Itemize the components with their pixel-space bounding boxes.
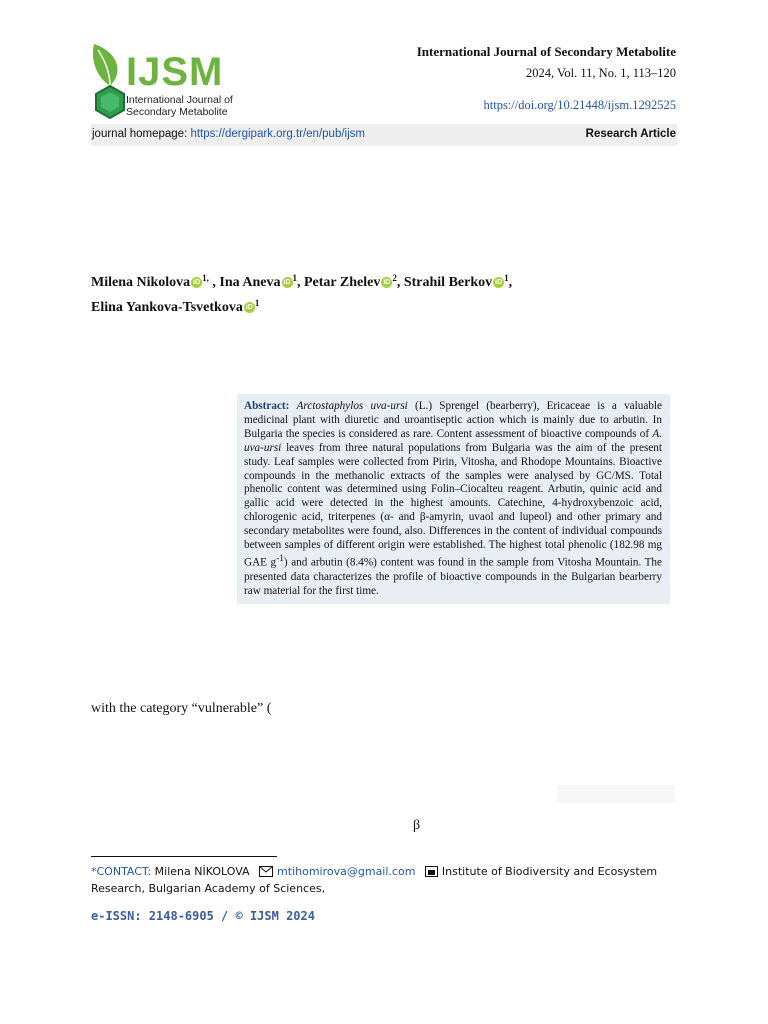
author-separator: , — [208, 275, 220, 290]
orcid-icon[interactable]: iD — [495, 279, 503, 286]
body-text-fragment: with the category “vulnerable” ( — [91, 701, 272, 716]
abstract-text: leaves from three natural populations from Bulgaria was the aim of the present study. Leaf samples were collected from Pirin, Vitosha, and Rhodope Mountains. Bioactive compounds in the methanolic extracts of the samples were analysed by GC/MS. Total phenolic content was determined using Folin–Ciocalteu reagent. Arbutin, quinic acid and gallic acid were detected in the highest amounts. Catechine, 4-hydroxybenzoic acid, chlorogenic acid, triterpenes (α- and β-amyrin, uvaol and lupeol) and other primary and secondary metabolites were found, also. Differences in the content of individual compounds between samples of different origin were established. The highest total phenolic (182.98 mg GAE g — [244, 441, 662, 569]
contact-label: *CONTACT: — [91, 865, 152, 878]
logo-subtitle — [126, 94, 233, 118]
faint-placeholder — [557, 785, 675, 803]
author-affiliation: 1 — [292, 273, 297, 283]
author-name: Petar Zhelev — [304, 275, 381, 290]
abstract-text: (L.) Sprengel (bearberry), Ericaceae is a valuable medicinal plant with diuretic and uroantiseptic action which is mainly due to arbutin. In Bulgaria the species is considered as rare. Content assessment of bioactive compounds of — [244, 400, 662, 440]
envelope-icon — [259, 866, 273, 877]
author-separator: , — [396, 275, 404, 290]
author-list — [91, 268, 691, 318]
author-separator: , — [508, 275, 513, 290]
author-separator: , — [297, 275, 304, 290]
contact-footnote — [91, 863, 681, 897]
footnote-rule — [91, 856, 277, 857]
orcid-icon[interactable]: iD — [383, 279, 391, 286]
species-short-name: A. uva-ursi — [244, 427, 662, 454]
species-name: Arctostaphylos uva-ursi — [296, 400, 408, 412]
contact-name: Milena NİKOLOVA — [151, 865, 250, 878]
journal-volume: 2024, Vol. 11, No. 1, 113–120 — [525, 66, 676, 80]
author-name: Elina Yankova-Tsvetkova — [91, 300, 243, 315]
homepage-link[interactable]: https://dergipark.org.tr/en/pub/ijsm — [190, 128, 365, 140]
author-affiliation: 2 — [392, 273, 397, 283]
author-affiliation: 1, — [202, 273, 209, 283]
contact-institution: Institute of Biodiversity and Ecosystem Research, Bulgarian Academy of Sciences, — [91, 865, 658, 895]
author-name: Ina Aneva — [219, 275, 281, 290]
beta-symbol: β — [413, 818, 421, 833]
logo-wordmark: IJSM — [126, 50, 224, 94]
orcid-icon[interactable]: iD — [283, 279, 291, 286]
abstract-box — [237, 394, 670, 604]
unit-superscript: -1 — [276, 553, 284, 564]
homepage-label: journal homepage: — [92, 128, 191, 140]
contact-email[interactable]: mtihomirova@gmail.com — [277, 865, 416, 878]
logo-subtitle-line2: Secondary Metabolite — [126, 106, 228, 118]
orcid-icon[interactable]: iD — [193, 279, 201, 286]
doi-link[interactable]: https://doi.org/10.21448/ijsm.1292525 — [483, 98, 676, 112]
issn-line: e-ISSN: 2148-6905 / © IJSM 2024 — [91, 909, 315, 923]
homepage-bar — [91, 124, 677, 146]
journal-name: International Journal of Secondary Metabolite — [416, 44, 676, 59]
abstract-text: ) and arbutin (8.4%) content was found in the sample from Vitosha Mountain. The presented data characterizes the profile of bioactive compounds in the Bulgarian bearberry raw material for the first time. — [244, 556, 662, 597]
abstract-heading: Abstract: — [244, 400, 290, 412]
author-affiliation: 1 — [254, 298, 260, 308]
author-name: Milena Nikolova — [91, 275, 191, 290]
author-affiliation: 1 — [504, 273, 509, 283]
homepage-line — [92, 128, 365, 140]
institution-icon — [425, 866, 438, 877]
logo-subtitle-line1: International Journal of — [126, 94, 233, 106]
author-name: Strahil Berkov — [403, 275, 493, 290]
orcid-icon[interactable]: iD — [245, 304, 253, 311]
article-type: Research Article — [585, 128, 676, 140]
